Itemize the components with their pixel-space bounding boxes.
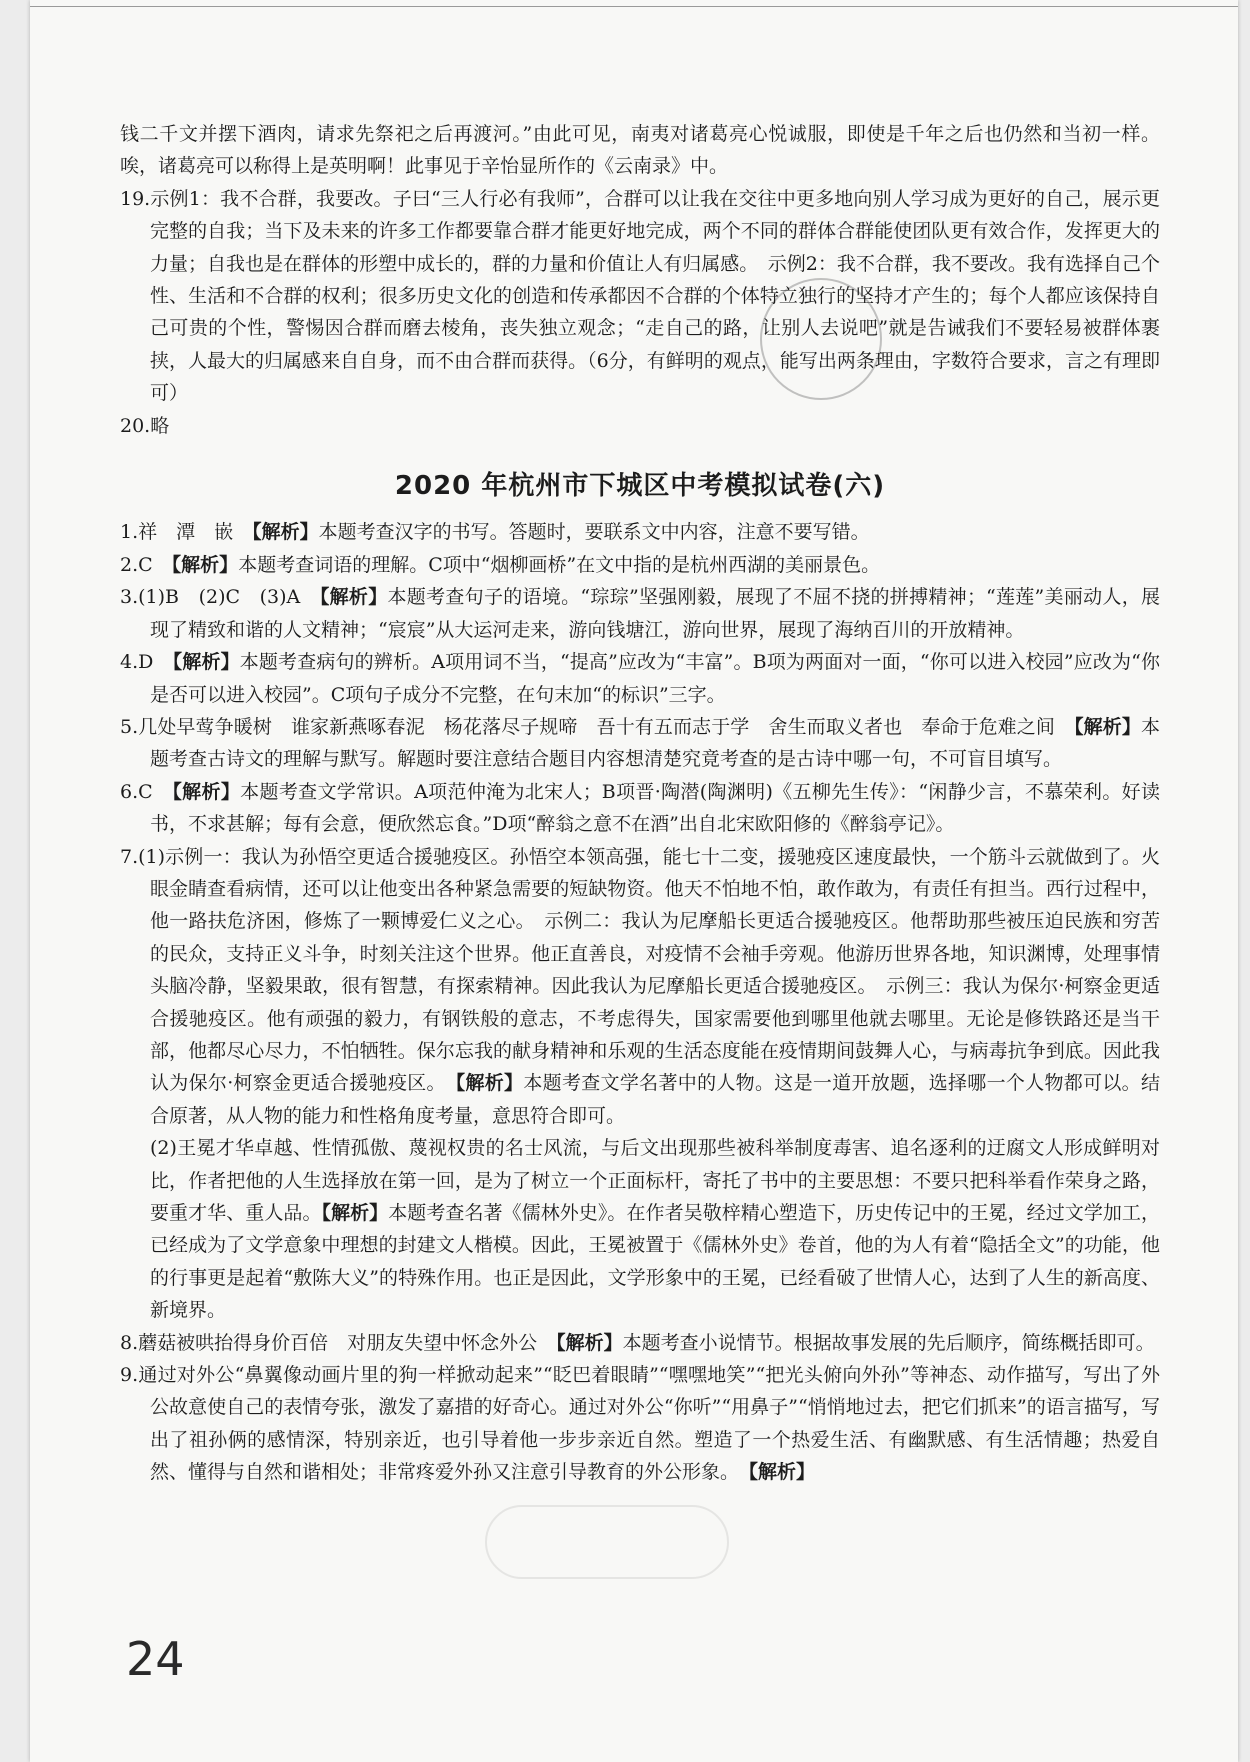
answer-7-1: 7.(1)示例一：我认为孙悟空更适合援驰疫区。孙悟空本领高强，能七十二变，援驰疫区速度最快，一个筋斗云就做到了。火眼金睛查看病情，还可以让他变出各种紧急需要的短缺物资。他天不怕地不怕，敢作敢为，有责任有担当。西行过程中，他一路扶危济困，修炼了一颗博爱仁义之心。 示例二：我认为尼摩船长更适合援驰疫区。他帮助那些被压迫民族和穷苦的民众，支持正义斗争，时刻关注这个世界。他正直善良，对疫情不会袖手旁观。他游历世界各地，知识渊博，处理事情头脑冷静，坚毅果敢，很有智慧，有探索精神。因此我认为尼摩船长更适合援驰疫区。 示例三：我认为保尔·柯察金更适合援驰疫区。他有顽强的毅力，有钢铁般的意志，不考虑得失，国家需要他到哪里他就去哪里。无论是修铁路还是当干部，他都尽心尽力，不怕牺牲。保尔忘我的献身精神和乐观的生活态度能在疫情期间鼓舞人心，与病毒抗争到底。因此我认为保尔·柯察金更适合援驰疫区。 【解析】本题考查文学名著中的人物。这是一道开放题，选择哪一个人物都可以。结合原著，从人物的能力和性格角度考量，意思符合即可。 [120,845,1160,1127]
answer-3: 3.(1)B (2)C (3)A 【解析】本题考查句子的语境。“琮琮”坚强刚毅，展现了不屈不挠的拼搏精神；“莲莲”美丽动人，展现了精致和谐的人文精神；“宸宸”从大运河走来，游向钱塘江，游向世界，展现了海纳百川的开放精神。 [120,586,1160,641]
section-title: 2020 年杭州市下城区中考模拟试卷(六) [394,471,886,502]
watermark [485,1505,729,1579]
answer-content [120,118,1160,1489]
answer-7-2: (2)王冕才华卓越、性情孤傲、蔑视权贵的名士风流，与后文出现那些被科举制度毒害、追名逐利的迂腐文人形成鲜明对比，作者把他的人生选择放在第一回，是为了树立一个正面标杆，寄托了书中的主要思想：不要只把科举看作荣身之路，要重才华、重人品。【解析】本题考查名著《儒林外史》。在作者吴敬梓精心塑造下，历史传记中的王冕，经过文学加工，已经成为了文学意象中理想的封建文人楷模。因此，王冕被置于《儒林外史》卷首，他的为人有着“隐括全文”的功能，他的行事更是起着“敷陈大义”的特殊作用。也正是因此，文学形象中的王冕，已经看破了世情人心，达到了人生的新高度、新境界。 [150,1137,1160,1322]
answer-1: 1.祥 潭 嵌 【解析】本题考查汉字的书写。答题时，要联系文中内容，注意不要写错。 [120,521,870,544]
top-rule [30,6,1238,7]
answer-19: 19.示例1：我不合群，我要改。子曰“三人行必有我师”，合群可以让我在交往中更多地向别人学习成为更好的自己，展示更完整的自我；当下及未来的许多工作都要靠合群才能更好地完成，两个不同的群体合群能使团队更有效合作，发挥更大的力量；自我也是在群体的形塑中成长的，群的力量和价值让人有归属感。 示例2：我不合群，我不要改。我有选择自己个性、生活和不合群的权利；很多历史文化的创造和传承都因不合群的个体特立独行的坚持才产生的；每个人都应该保持自己可贵的个性，警惕因合群而磨去棱角，丧失独立观念；“走自己的路，让别人去说吧”就是告诫我们不要轻易被群体裹挟，人最大的归属感来自自身，而不由合群而获得。（6分，有鲜明的观点，能写出两条理由，字数符合要求，言之有理即可） [120,187,1160,405]
intro-paragraph: 钱二千文并摆下酒肉，请求先祭祀之后再渡河。”由此可见，南夷对诸葛亮心悦诚服，即使是千年之后也仍然和当初一样。唉，诸葛亮可以称得上是英明啊！此事见于辛怡显所作的《云南录》中。 [120,123,1160,178]
answer-2: 2.C 【解析】本题考查词语的理解。C项中“烟柳画桥”在文中指的是杭州西湖的美丽景色。 [120,553,881,576]
answer-9: 9.通过对外公“鼻翼像动画片里的狗一样掀动起来”“眨巴着眼睛”“嘿嘿地笑”“把光头俯向外孙”等神态、动作描写，写出了外公故意使自己的表情夸张，激发了嘉措的好奇心。通过对外公“你听”“用鼻子”“悄悄地过去，把它们抓来”的语言描写，写出了祖孙俩的感情深，特别亲近，也引导着他一步步亲近自然。塑造了一个热爱生活、有幽默感、有生活情趣；热爱自然、懂得与自然和谐相处；非常疼爱外孙又注意引导教育的外公形象。 【解析】 [120,1364,1160,1484]
answer-6: 6.C 【解析】本题考查文学常识。A项范仲淹为北宋人；B项晋·陶潜(陶渊明)《五柳先生传》：“闲静少言，不慕荣利。好读书，不求甚解；每有会意，便欣然忘食。”D项“醉翁之意不在酒”出自北宋欧阳修的《醉翁亭记》。 [120,780,1160,836]
answer-5: 5.几处早莺争暖树 谁家新燕啄春泥 杨花落尽子规啼 吾十有五而志于学 舍生而取义者也 奉命于危难之间 【解析】本题考查古诗文的理解与默写。解题时要注意结合题目内容想清楚究竟考查的是古诗中哪一句，不可盲目填写。 [120,715,1160,771]
answer-4: 4.D 【解析】本题考查病句的辨析。A项用词不当，“提高”应改为“丰富”。B项为两面对一面，“你可以进入校园”应改为“你是否可以进入校园”。C项句子成分不完整，在句末加“的标识”三字。 [120,651,1160,706]
page-number: 24 [126,1632,185,1686]
answer-20: 20.略 [120,414,170,437]
answer-8: 8.蘑菇被哄抬得身价百倍 对朋友失望中怀念外公 【解析】本题考查小说情节。根据故事发展的先后顺序，简练概括即可。 [120,1331,1155,1354]
document-page [30,0,1238,1762]
